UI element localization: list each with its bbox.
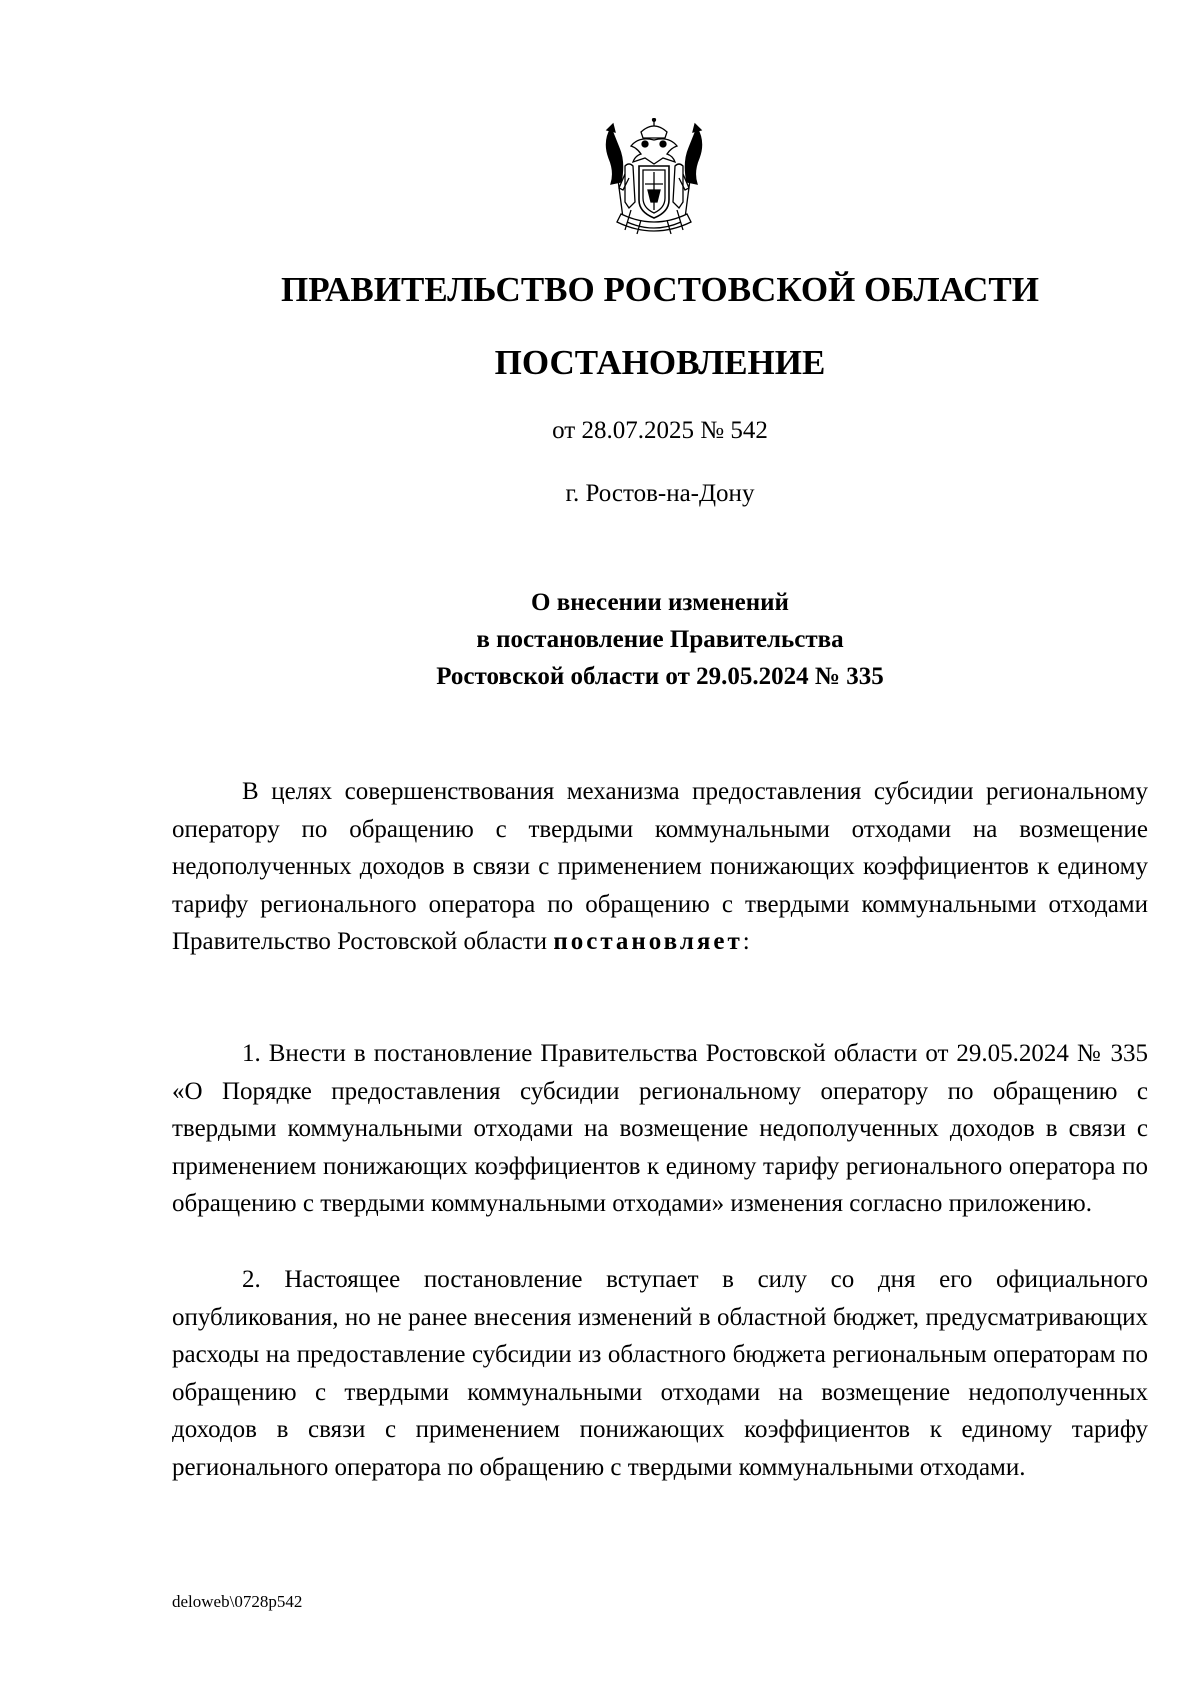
coat-of-arms-icon xyxy=(601,118,707,242)
document-subject xyxy=(0,584,1200,695)
government-name: ПРАВИТЕЛЬСТВО РОСТОВСКОЙ ОБЛАСТИ xyxy=(281,270,1039,309)
item-2-paragraph: 2. Настоящее постановление вступает в силу со дня его официального опубликования, но не ранее внесения изменений в областной бюджет, предусматривающих расходы на предоставление субсидии из областного бюджета региональным операторам по обращению с твердыми коммунальными отходами на возмещение недополученных доходов в связи с применением понижающих коэффициентов к единому тарифу регионального оператора по обращению с твердыми коммунальными отходами. xyxy=(172,1266,1148,1481)
subject-line-1: О внесении изменений xyxy=(531,589,789,616)
preamble-paragraph xyxy=(172,773,1148,961)
item-1-paragraph: 1. Внести в постановление Правительства Ростовской области от 29.05.2024 № 335 «О Порядке предоставления субсидии региональному оператору по обращению с твердыми коммунальными отходами на возмещение недополученных доходов в связи с применением понижающих коэффициентов к единому тарифу регионального оператора по обращению с твердыми коммунальными отходами» изменения согласно приложению. xyxy=(172,1040,1148,1217)
decision-word: постановляет xyxy=(553,928,743,955)
subject-line-3: Ростовской области от 29.05.2024 № 335 xyxy=(436,663,884,690)
document-date-number: от 28.07.2025 № 542 xyxy=(552,417,768,444)
footer-file-code: deloweb\0728p542 xyxy=(172,1592,303,1611)
preamble-text: В целях совершенствования механизма предоставления субсидии региональному оператору по обращению с твердыми коммунальными отходами на возмещение недополученных доходов в связи с применением понижающих коэффициентов к единому тарифу регионального оператора по обращению с твердыми коммунальными отходами Правительство Ростовской области xyxy=(172,778,1148,955)
document-city: г. Ростов-на-Дону xyxy=(565,480,755,507)
preamble-block xyxy=(172,773,1148,961)
preamble-colon: : xyxy=(742,928,750,955)
subject-line-2: в постановление Правительства xyxy=(476,626,844,653)
document-type-title: ПОСТАНОВЛЕНИЕ xyxy=(494,343,826,382)
item-1-block xyxy=(172,1035,1148,1223)
item-2-block xyxy=(172,1261,1148,1486)
